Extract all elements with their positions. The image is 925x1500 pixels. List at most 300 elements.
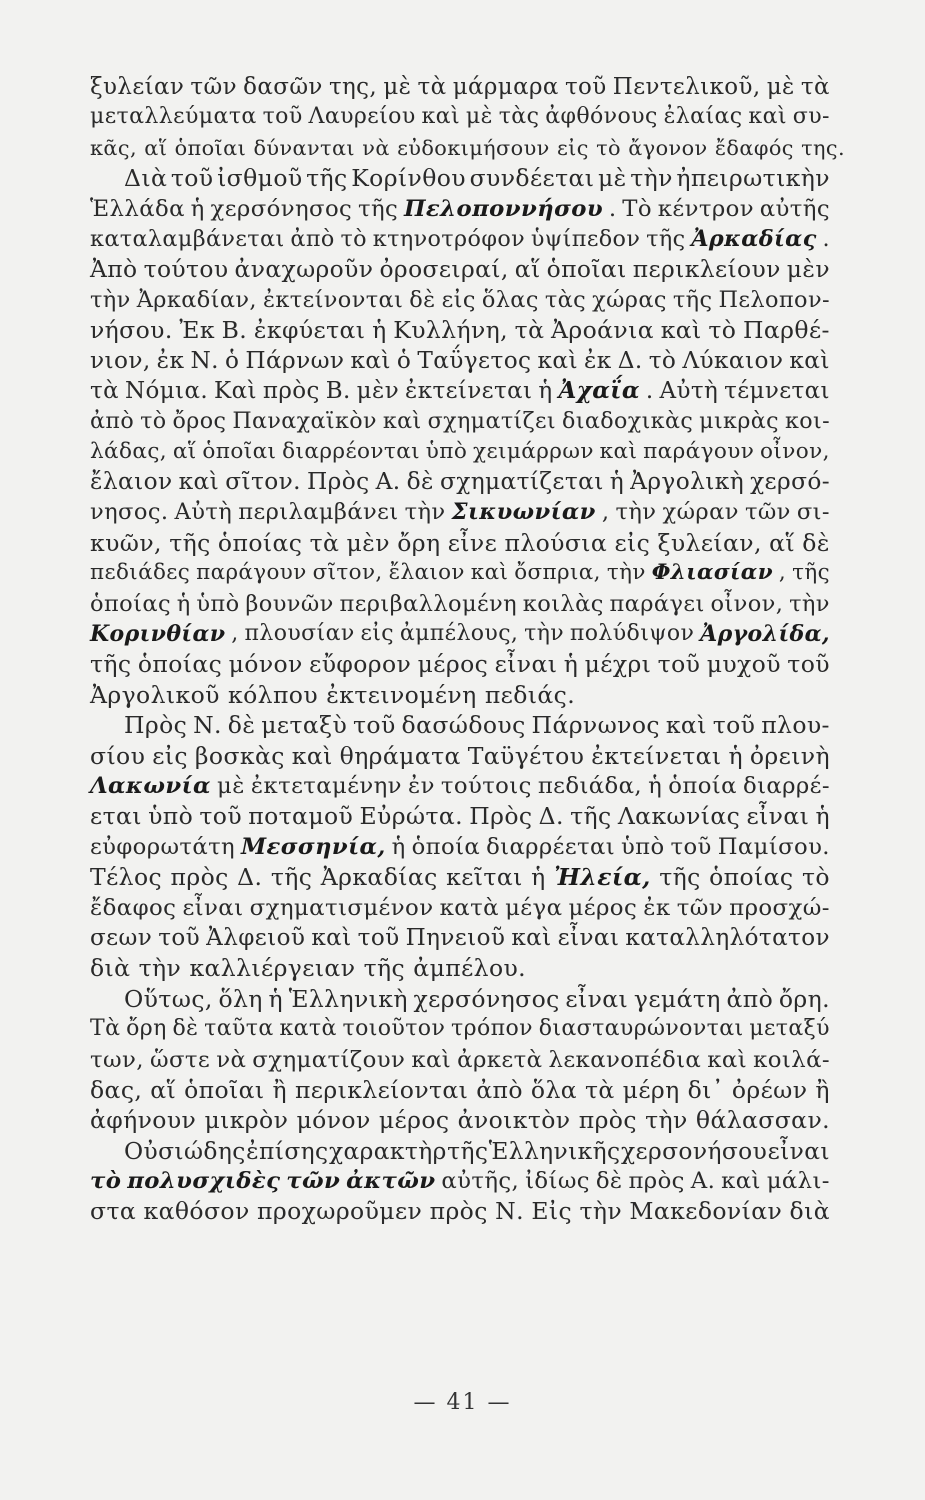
word: ἡ bbox=[815, 802, 830, 831]
word: ὄσπρια, bbox=[514, 560, 601, 586]
word: ὅλας bbox=[481, 286, 539, 313]
word: εὐδοκιμήσουν bbox=[397, 135, 550, 160]
word: τὸ bbox=[708, 316, 737, 345]
word: ἔλαιον bbox=[90, 468, 173, 496]
word: ἀρκετὰ bbox=[457, 1046, 543, 1073]
word: μὲ bbox=[597, 164, 627, 193]
word: Παρθέ- bbox=[743, 316, 830, 345]
word: ἄγονον bbox=[628, 135, 708, 160]
word: τῆς bbox=[363, 954, 406, 983]
emphasized-word: Σικυωνίαν bbox=[451, 499, 596, 526]
word: ὅλη bbox=[218, 984, 263, 1013]
word: εἰς bbox=[441, 286, 476, 313]
word: τρόπον bbox=[451, 1016, 533, 1042]
word: ἡ bbox=[531, 863, 546, 892]
text-line bbox=[90, 224, 830, 254]
word: τὴν bbox=[579, 1197, 623, 1226]
word: μικρὸν bbox=[204, 1106, 289, 1135]
word: εἰς bbox=[360, 621, 394, 647]
word: τοῦ bbox=[158, 924, 201, 951]
word: ἀφθόνους bbox=[545, 104, 658, 130]
word: καὶ bbox=[470, 560, 509, 586]
word: ὁ bbox=[224, 346, 240, 374]
word: τὴν bbox=[606, 560, 646, 586]
body-text bbox=[90, 72, 846, 1227]
word: δασώδους bbox=[401, 711, 526, 740]
word: παράγει bbox=[609, 590, 705, 617]
word: τὰ bbox=[514, 316, 545, 345]
word: ἢ bbox=[272, 1075, 287, 1104]
word: ὁποία bbox=[411, 833, 481, 860]
word: βοσκὰς bbox=[194, 741, 285, 770]
word: ὁποῖαι bbox=[546, 255, 627, 284]
word: δύνανται bbox=[253, 135, 355, 160]
word: ἐκτείνεται bbox=[405, 377, 533, 404]
word: ποταμοῦ bbox=[248, 802, 354, 831]
word: αἵ bbox=[150, 1075, 177, 1104]
word: αἵ bbox=[769, 528, 796, 557]
word: χειμάρρων bbox=[473, 438, 594, 464]
emphasized-word: τῶν bbox=[286, 1168, 341, 1195]
word: ὁ bbox=[396, 346, 412, 374]
word: σεων bbox=[90, 924, 153, 951]
text-line bbox=[90, 1045, 830, 1075]
word: δὲ bbox=[172, 1016, 199, 1042]
word: Ἀρκαδίας bbox=[320, 863, 438, 892]
word: ὁποίας bbox=[137, 650, 223, 679]
text-line bbox=[90, 285, 830, 315]
word: τοῦ bbox=[564, 74, 607, 100]
word: τὸ bbox=[340, 225, 367, 252]
word: κοι- bbox=[784, 408, 830, 435]
word: ὀρεινὴ bbox=[749, 741, 830, 770]
word: Ἀλφειοῦ bbox=[206, 924, 306, 951]
text-line bbox=[90, 163, 830, 193]
word: καὶ bbox=[721, 1168, 761, 1195]
word: κᾶς, bbox=[90, 135, 137, 160]
word: ἡ bbox=[609, 468, 625, 496]
word: δὲ bbox=[406, 468, 434, 496]
text-line bbox=[90, 1136, 830, 1166]
text-line bbox=[90, 376, 830, 406]
text-line bbox=[90, 133, 846, 163]
word: ἀπὸ bbox=[476, 1075, 523, 1104]
word: θάλασσαν. bbox=[695, 1106, 830, 1135]
word: ὁποῖαι bbox=[174, 135, 247, 160]
word: Ταϋγέτου bbox=[467, 741, 585, 770]
word: Οὐσιώδης bbox=[124, 1136, 246, 1165]
word: καὶ bbox=[411, 1046, 452, 1073]
text-line bbox=[90, 72, 830, 102]
word: εται bbox=[90, 802, 142, 831]
word: ὑπὸ bbox=[148, 802, 194, 831]
word: τοῦ bbox=[657, 650, 701, 679]
word: Κορίνθου bbox=[351, 164, 466, 193]
word: ἡ bbox=[538, 377, 553, 404]
word: Εὐρώτα. bbox=[359, 802, 464, 831]
word: ἡ bbox=[563, 650, 579, 679]
word: ἐλαίας bbox=[663, 104, 743, 130]
word: Ἀργολικοῦ bbox=[90, 680, 220, 709]
word: λάδας, bbox=[90, 438, 168, 464]
word: λεκανοπέδια bbox=[548, 1046, 702, 1073]
word: σχηματισμένον bbox=[249, 894, 434, 921]
word: καὶ bbox=[511, 924, 552, 951]
emphasized-word: τὸ bbox=[90, 1168, 122, 1195]
word: μεταλλεύματα bbox=[90, 104, 257, 130]
word: διαρρέονται bbox=[282, 438, 421, 464]
word: εὔφορον bbox=[309, 650, 412, 679]
word: ἰδίως bbox=[525, 1168, 590, 1195]
word: μόνον bbox=[296, 1106, 371, 1135]
word: τὴν bbox=[138, 954, 182, 983]
word: της, bbox=[328, 74, 378, 100]
word: εἶναι bbox=[494, 650, 558, 679]
word: πρὸς bbox=[262, 377, 320, 404]
word: καὶ bbox=[599, 438, 638, 464]
word: κόλπου bbox=[228, 680, 319, 709]
word: δὲ bbox=[227, 711, 256, 740]
word: μέρος bbox=[378, 1106, 450, 1135]
word: πεδιάδες bbox=[90, 560, 191, 586]
emphasized-word: Ἀρκαδίας bbox=[691, 225, 817, 252]
text-line bbox=[90, 558, 830, 588]
word: ἀφήνουν bbox=[90, 1106, 197, 1135]
word: ἐκ bbox=[156, 346, 185, 374]
word: νιον, bbox=[90, 346, 151, 374]
word: μυχοῦ bbox=[706, 650, 781, 679]
word: Εἰς bbox=[531, 1197, 573, 1226]
word: τὰ bbox=[585, 1075, 615, 1104]
word: πρὸς bbox=[578, 1106, 637, 1135]
text-line bbox=[90, 467, 830, 497]
word: Β. bbox=[325, 377, 351, 404]
word: , bbox=[601, 499, 610, 526]
text-line bbox=[90, 254, 830, 284]
word: κτηνοτρόφον bbox=[372, 225, 526, 252]
text-line bbox=[90, 710, 830, 740]
word: τοῦ bbox=[712, 711, 756, 740]
word: περιλαμβάνει bbox=[238, 499, 399, 526]
word: ἐπίσης bbox=[246, 1136, 329, 1165]
word: αἵ bbox=[144, 135, 168, 160]
word: ἡ bbox=[190, 195, 205, 222]
word: τῶν bbox=[744, 499, 791, 526]
word: Ἑλλάδα bbox=[90, 195, 185, 222]
word: χώραν bbox=[662, 499, 739, 526]
word: τῆς bbox=[672, 286, 713, 313]
word: τῆς bbox=[792, 560, 830, 586]
word: Α. bbox=[690, 1168, 716, 1195]
word: ἠπειρωτικὴν bbox=[676, 164, 830, 193]
word: δὲ bbox=[409, 286, 436, 313]
word: μέχρι bbox=[584, 650, 652, 679]
word: αὐτῆς bbox=[759, 195, 830, 222]
word: Πελοπον- bbox=[718, 286, 830, 313]
text-line bbox=[90, 649, 830, 679]
word: διὰ bbox=[90, 954, 131, 983]
word: Ν. bbox=[190, 346, 219, 374]
word: Πρὸς bbox=[469, 802, 533, 831]
text-line bbox=[90, 862, 830, 892]
word: ἐκτεταμένην bbox=[250, 772, 402, 799]
word: τῆς bbox=[169, 528, 211, 557]
word: ἀμπέλου. bbox=[413, 954, 527, 983]
word: Ἀρκαδίαν, bbox=[136, 286, 257, 313]
word: νήσου. bbox=[90, 316, 173, 345]
word: τῆς bbox=[90, 650, 132, 679]
text-line bbox=[90, 406, 830, 436]
word: σῖτον, bbox=[312, 560, 383, 586]
word: ὀρέων bbox=[731, 1075, 808, 1104]
word: δὲ bbox=[802, 528, 830, 557]
word: τὴν bbox=[630, 164, 673, 193]
word: ἡ bbox=[391, 833, 406, 860]
text-line bbox=[90, 619, 830, 649]
emphasized-word: πολυσχιδὲς bbox=[127, 1168, 281, 1195]
word: μέρος bbox=[568, 894, 638, 921]
text-line bbox=[90, 1196, 830, 1226]
word: εἰς bbox=[556, 135, 589, 160]
word: τὴν bbox=[615, 499, 657, 526]
word: πλουσίαν bbox=[244, 621, 355, 647]
word: εἶναι bbox=[746, 802, 810, 831]
text-line bbox=[90, 315, 830, 345]
word: τοῦ bbox=[199, 802, 243, 831]
word: καὶ bbox=[421, 104, 461, 130]
word: Δ. bbox=[617, 346, 643, 374]
word: ὥστε bbox=[149, 1046, 211, 1073]
word: εἶναι bbox=[767, 1136, 830, 1165]
word: κατὰ bbox=[279, 1016, 337, 1042]
word: τὴν bbox=[789, 590, 830, 617]
word: τὴν bbox=[645, 1106, 688, 1135]
word: μικρὰς bbox=[699, 408, 779, 435]
word: τῆς bbox=[570, 802, 612, 831]
word: καὶ bbox=[537, 346, 578, 374]
word: ἐκφύεται bbox=[253, 316, 366, 345]
text-line bbox=[90, 528, 830, 558]
word: Νόμια. bbox=[124, 377, 209, 404]
word: διὰ bbox=[789, 1197, 830, 1226]
text-line bbox=[90, 1105, 830, 1135]
word: ἔδαφος bbox=[90, 894, 177, 921]
word: Α. bbox=[375, 468, 401, 496]
word: πρὸς bbox=[429, 1197, 488, 1226]
word: Πρὸς bbox=[124, 711, 188, 740]
word: μέρη bbox=[622, 1075, 680, 1104]
word: Πάρνων bbox=[245, 346, 345, 374]
text-line bbox=[90, 437, 830, 467]
word: μὲ bbox=[383, 74, 412, 100]
word: ἡ bbox=[372, 316, 387, 345]
word: τὰ bbox=[800, 74, 830, 100]
word: τὴν bbox=[90, 286, 131, 313]
word: ἀπὸ bbox=[290, 225, 335, 252]
word: πρὸς bbox=[170, 863, 229, 892]
word: ἔλαιον bbox=[388, 560, 465, 586]
word: χαρακτὴρ bbox=[328, 1136, 447, 1165]
word: σχηματίζεται bbox=[439, 468, 604, 496]
word: τῶν bbox=[676, 894, 724, 921]
text-line bbox=[90, 102, 830, 132]
word: Ν. bbox=[495, 1197, 524, 1226]
word: καὶ bbox=[291, 741, 333, 770]
word: Ἑλληνικὴ bbox=[288, 984, 408, 1013]
word: περιβαλλομένη bbox=[339, 590, 518, 617]
word: . bbox=[645, 377, 654, 404]
word: τοῦ bbox=[262, 104, 303, 130]
emphasized-word: Ἀχαΐα bbox=[558, 376, 640, 404]
word: πλου- bbox=[761, 711, 830, 740]
word: της. bbox=[801, 135, 846, 160]
word: Πάρνωνος bbox=[531, 711, 660, 740]
word: ἀπὸ bbox=[90, 408, 135, 435]
word: ὁποίας bbox=[90, 590, 171, 617]
word: Ἑλληνικῆς bbox=[488, 1136, 621, 1165]
word: τὰς bbox=[544, 286, 587, 313]
word: συ- bbox=[792, 104, 830, 130]
emphasized-word: Λακωνία bbox=[90, 772, 211, 799]
word: Λαυρείου bbox=[308, 104, 416, 130]
word: χερσό- bbox=[750, 468, 830, 496]
word: Πεντελικοῦ, bbox=[612, 74, 761, 100]
word: τὴν bbox=[524, 621, 565, 647]
word: συνδέεται bbox=[469, 164, 595, 193]
word: ξυλείαν, bbox=[657, 528, 762, 557]
word: νὰ bbox=[216, 1046, 247, 1073]
text-line bbox=[90, 984, 830, 1014]
word: Ἀργολικὴ bbox=[630, 468, 745, 496]
word: μάρμαρα bbox=[452, 74, 559, 100]
word: Τὸ bbox=[622, 195, 652, 222]
word: Τὰ bbox=[90, 1016, 121, 1042]
word: αὐτῆς, bbox=[441, 1168, 520, 1195]
word: τοιοῦτον bbox=[342, 1016, 446, 1042]
word: διασταυρώνονται bbox=[538, 1016, 744, 1042]
word: ὄρη. bbox=[778, 984, 830, 1013]
word: τοῦ bbox=[170, 164, 214, 193]
word: Παναχαϊκὸν bbox=[232, 408, 377, 435]
word: κεῖται bbox=[446, 863, 523, 892]
word: μέγα bbox=[505, 894, 563, 921]
word: αἵ bbox=[514, 255, 541, 284]
word: παράγουν bbox=[196, 560, 307, 586]
word: τὸ bbox=[648, 346, 677, 374]
word: καὶ bbox=[382, 408, 422, 435]
word: προχωροῦμεν bbox=[257, 1197, 423, 1226]
word: ἐκ bbox=[583, 346, 612, 374]
word: πολύδιψον bbox=[569, 621, 695, 647]
word: τοῦ bbox=[787, 650, 830, 679]
emphasized-word: Πελοποννήσου bbox=[404, 195, 604, 222]
word: δασῶν bbox=[243, 74, 323, 100]
text-line bbox=[90, 741, 830, 771]
word: Ταΰγετος bbox=[417, 346, 532, 374]
word: κυῶν, bbox=[90, 528, 162, 557]
word: καλλιέργειαν bbox=[189, 954, 356, 983]
word: ἔδαφός bbox=[714, 135, 794, 160]
word: καὶ bbox=[748, 104, 787, 130]
word: καὶ bbox=[707, 1046, 748, 1073]
word: οἶνον, bbox=[760, 438, 830, 464]
word: νησος. bbox=[90, 499, 169, 526]
word: καθόσον bbox=[143, 1197, 250, 1226]
word: μέρος bbox=[417, 650, 489, 679]
emphasized-word: Ἀργολίδα, bbox=[700, 621, 830, 648]
word: ἐκτεινομένη bbox=[326, 680, 477, 709]
word: μεταξύ bbox=[749, 1016, 830, 1042]
word: νὰ bbox=[362, 135, 390, 160]
word: ὑψίπεδον bbox=[530, 225, 641, 252]
word: ἡ bbox=[648, 772, 663, 799]
text-line bbox=[90, 680, 830, 710]
word: ὄρη bbox=[397, 528, 441, 557]
word: ὀροσειραί, bbox=[379, 255, 509, 284]
word: σχηματίζουν bbox=[252, 1046, 406, 1073]
word: ὄρη bbox=[126, 1016, 167, 1042]
word: καὶ bbox=[665, 711, 707, 740]
word: τὸ bbox=[140, 408, 167, 435]
word: περικλείονται bbox=[294, 1075, 469, 1104]
word: ὁποίας bbox=[217, 528, 303, 557]
word: ὅλα bbox=[530, 1075, 578, 1104]
word: ὁποίας bbox=[709, 863, 794, 892]
page-number: — 41 — bbox=[413, 1390, 512, 1415]
word: Κυλλήνη, bbox=[393, 316, 508, 345]
word: χώρας bbox=[592, 286, 667, 313]
word: Αὐτὴ bbox=[659, 377, 719, 404]
word: μὲ bbox=[766, 74, 795, 100]
emphasized-word: Μεσσηνία, bbox=[241, 833, 386, 860]
word: ὄρος bbox=[172, 408, 227, 435]
word: των, bbox=[90, 1046, 144, 1073]
word: μὲ bbox=[465, 104, 493, 130]
word: διαδοχικὰς bbox=[562, 408, 694, 435]
word: σῖτον. bbox=[225, 468, 301, 496]
word: , bbox=[231, 621, 239, 647]
word: κοιλὰς bbox=[522, 590, 604, 617]
text-line bbox=[90, 1075, 830, 1105]
word: τῆς bbox=[306, 164, 348, 193]
word: σίου bbox=[90, 741, 146, 770]
word: εἶνε bbox=[447, 528, 498, 557]
text-line bbox=[90, 771, 830, 801]
word: σι- bbox=[796, 499, 830, 526]
word: πεδιάδα, bbox=[537, 772, 642, 799]
word: . bbox=[822, 225, 830, 252]
word: τὰ bbox=[309, 528, 340, 557]
word: ὁποία bbox=[668, 772, 737, 799]
word: πλούσια bbox=[504, 528, 608, 557]
word: ἀναχωροῦν bbox=[234, 255, 374, 284]
word: τούτου bbox=[143, 255, 229, 284]
word: Ἀροάνια bbox=[551, 316, 655, 345]
word: διαρρέεται bbox=[486, 833, 615, 860]
word: ἢ bbox=[815, 1075, 830, 1104]
word: μὲν bbox=[356, 377, 400, 404]
word: Λακωνίας bbox=[617, 802, 741, 831]
word: θηράματα bbox=[339, 741, 461, 770]
word: Αὐτὴ bbox=[174, 499, 233, 526]
word: τοῦ bbox=[353, 711, 396, 740]
word: δι᾿ bbox=[687, 1075, 724, 1104]
word: πρὸς bbox=[628, 1168, 685, 1195]
text-line bbox=[90, 194, 830, 224]
text-line bbox=[90, 589, 830, 619]
word: τὴν bbox=[404, 499, 446, 526]
emphasized-word: ἀκτῶν bbox=[346, 1168, 436, 1195]
